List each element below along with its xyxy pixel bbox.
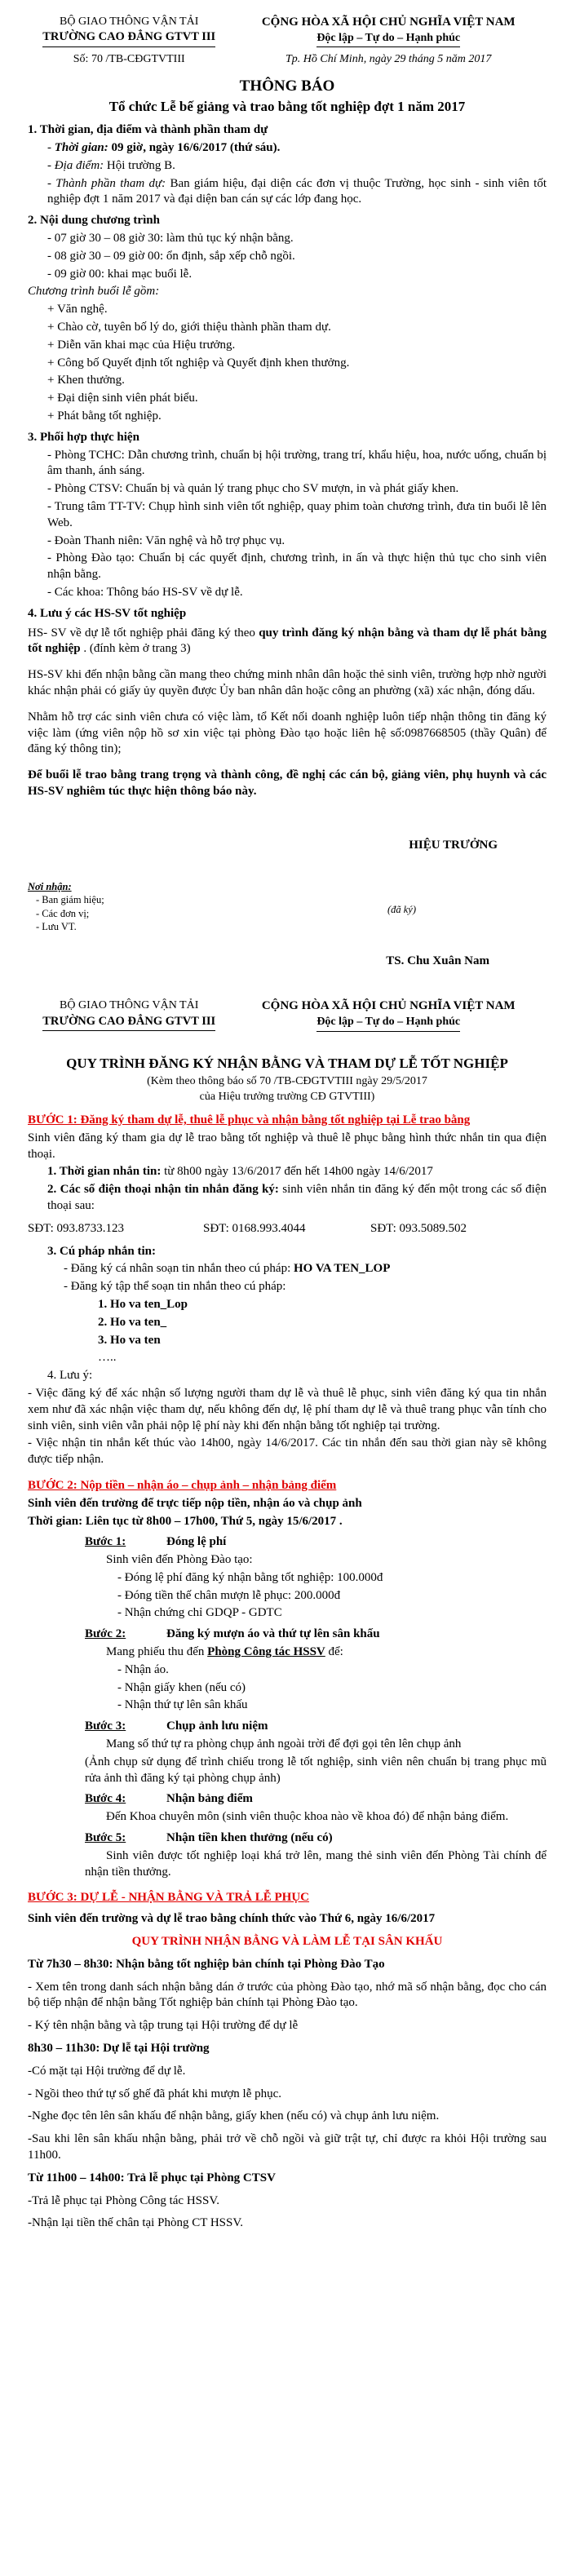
place-line: - Địa điểm: Hội trường B. xyxy=(47,158,175,172)
sms-time: 1. Thời gian nhắn tin: từ 8h00 ngày 13/6/2017 đến hết 14h00 ngày 14/6/2017 xyxy=(47,1165,433,1179)
group-line: 1. Ho va ten_Lop xyxy=(98,1297,188,1311)
step-2-heading: BƯỚC 2: Nộp tiền – nhận áo – chụp ảnh – nhận bảng điểm xyxy=(28,1478,337,1492)
note-item: - Việc đăng ký để xác nhận số lượng người tham dự lễ và thuê lễ phục, sinh viên đăng ký qua tin nhắn xem như đã xác nhận việc tham dự, nếu không đến dự, lệ phí tham dự lễ và thuê trang phục vẫn tính cho sinh viên, sinh viên vẫn phải nộp lệ phí này khi đến nhận bằng tốt nghiệp tại trường. xyxy=(28,1386,547,1432)
schedule-item: - 07 giờ 30 – 08 giờ 30: làm thủ tục ký nhận bằng. xyxy=(47,232,294,246)
program-item: + Chào cờ, tuyên bố lý do, giới thiệu thành phần tham dự. xyxy=(47,321,331,334)
job-support-note: Nhằm hỗ trợ các sinh viên chưa có việc làm, tổ Kết nối doanh nghiệp luôn tiếp nhận thông tin đăng ký việc làm (ứng viên nộp hồ sơ xin việc tại phòng Đào tạo hoặc liên hệ số:0987668505 (thầy Quân) để đăng ký thông tin); xyxy=(28,710,547,756)
transcript-note: Đến Khoa chuyên môn (sinh viên thuộc khoa nào về khoa đó) để nhận bảng điểm. xyxy=(106,1810,509,1824)
time-slot-1: Từ 7h30 – 8h30: Nhận bằng tốt nghiệp bản chính tại Phòng Đào Tạo xyxy=(28,1957,385,1971)
recipients-label: Nơi nhận: xyxy=(28,880,72,892)
duty-item: - Đoàn Thanh niên: Văn nghệ và hỗ trợ phục vụ. xyxy=(47,533,286,547)
individual-syntax: - Đăng ký cá nhân soạn tin nhắn theo cú pháp: HO VA TEN_LOP xyxy=(64,1262,391,1276)
time-line: - Thời gian: 09 giờ, ngày 16/6/2017 (thứ sáu). xyxy=(47,141,281,155)
schedule-item: - 08 giờ 30 – 09 giờ 00: ổn định, sắp xếp chỗ ngồi. xyxy=(47,249,295,263)
substep-3: Bước 3: Chụp ảnh lưu niệm xyxy=(85,1720,268,1733)
document-date: Tp. Hồ Chí Minh, ngày 29 tháng 5 năm 2017 xyxy=(286,53,492,66)
section-4-heading: 4. Lưu ý các HS-SV tốt nghiệp xyxy=(28,606,187,620)
id-note: HS-SV khi đến nhận bằng cần mang theo chứng minh nhân dân hoặc thẻ sinh viên, trường hợp nhờ người khác nhận phải có giấy ủy quyền được Ủy ban nhân dân hoặc công an phường (xã) xác nhận, đóng dấu. xyxy=(28,668,547,697)
program-label: Chương trình buổi lễ gồm: xyxy=(28,285,160,299)
recipient-item: - Ban giám hiệu; xyxy=(36,894,104,906)
notice-subtitle: Tổ chức Lễ bế giảng và trao bằng tốt nghiệp đợt 1 năm 2017 xyxy=(108,98,466,114)
section-2-heading: 2. Nội dung chương trình xyxy=(28,214,160,228)
ministry-name: BỘ GIAO THÔNG VẬN TẢI xyxy=(60,15,199,28)
section-3-heading: 3. Phối hợp thực hiện xyxy=(28,430,139,444)
slot-3-detail: -Trả lễ phục tại Phòng Công tác HSSV. xyxy=(28,2193,220,2207)
nation-block xyxy=(230,15,547,47)
slot-1-detail: - Ký tên nhận bằng và tập trung tại Hội trường để dự lễ xyxy=(28,2019,299,2033)
step-2-time: Thời gian: Liên tục từ 8h00 – 17h00, Thứ 5, ngày 15/6/2017 . xyxy=(28,1514,343,1528)
step-1-heading: BƯỚC 1: Đăng ký tham dự lễ, thuê lễ phục và nhận bằng tốt nghiệp tại Lễ trao bằng xyxy=(28,1113,471,1126)
ministry-name: BỘ GIAO THÔNG VẬN TẢI xyxy=(60,999,199,1012)
recipient-item: - Các đơn vị; xyxy=(36,907,90,919)
reward-note: Sinh viên được tốt nghiệp loại khá trở lên, mang thẻ sinh viên đến Phòng Tài chính để nhận tiền thưởng. xyxy=(85,1848,547,1879)
national-motto: Độc lập – Tự do – Hạnh phúc xyxy=(316,1015,460,1031)
attendees-line: - Thành phần tham dự: Ban giám hiệu, đại diện các đơn vị thuộc Trường, học sinh - sinh viên tốt nghiệp đợt 1 năm 2017 và đại diện ban cán sự các lớp đang học. xyxy=(47,176,547,206)
phone-number: SĐT: 093.8733.123 xyxy=(28,1221,125,1235)
fee-item: - Nhận chứng chỉ GDQP - GDTC xyxy=(117,1606,282,1620)
signed-note: (đã ký) xyxy=(387,903,416,915)
group-line: 2. Ho va ten_ xyxy=(98,1315,167,1329)
recipient-item: - Lưu VT. xyxy=(36,921,77,933)
letterhead-2 xyxy=(28,998,547,1031)
issuer-block xyxy=(28,998,230,1031)
time-slot-2: 8h30 – 11h30: Dự lễ tại Hội trường xyxy=(28,2042,210,2056)
fee-item: - Đóng lệ phí đăng ký nhận bằng tốt nghiệp: 100.000đ xyxy=(117,1570,383,1584)
program-item: + Văn nghệ. xyxy=(47,303,108,316)
duty-item: - Phòng TCHC: Dẫn chương trình, chuẩn bị hội trường, trang trí, khẩu hiệu, hoa, nước uống, chuẩn bị âm thanh, ánh sáng. xyxy=(47,448,547,478)
schedule-item: - 09 giờ 00: khai mạc buổi lễ. xyxy=(47,267,193,281)
step-1-intro: Sinh viên đăng ký tham gia dự lễ trao bằng tốt nghiệp và thuê lễ phục bằng hình thức nhắn tin qua điện thoại. xyxy=(28,1131,547,1161)
group-line: 3. Ho va ten xyxy=(98,1333,161,1347)
issuer-block xyxy=(28,15,230,47)
procedure-title: QUY TRÌNH ĐĂNG KÝ NHẬN BẰNG VÀ THAM DỰ LỄ TỐT NGHIỆP xyxy=(66,1055,508,1071)
program-item: + Phát bằng tốt nghiệp. xyxy=(47,409,162,423)
gown-item: - Nhận giấy khen (nếu có) xyxy=(117,1680,246,1694)
slot-2-detail: -Nghe đọc tên lên sân khấu để nhận bằng, giấy khen (nếu có) và chụp ảnh lưu niệm. xyxy=(28,2109,440,2123)
recipients-block xyxy=(28,880,547,934)
nation-name: CỘNG HÒA XÃ HỘI CHỦ NGHĨA VIỆT NAM xyxy=(261,999,516,1013)
slot-2-detail: - Ngồi theo thứ tự số ghế đã phát khi mượn lễ phục. xyxy=(28,2087,282,2100)
procedure-subtitle-2: của Hiệu trưởng trường CĐ GTVTIII) xyxy=(199,1090,375,1103)
signer-name: TS. Chu Xuân Nam xyxy=(386,954,489,967)
registration-note: HS- SV về dự lễ tốt nghiệp phải đăng ký theo quy trình đăng ký nhận bằng và tham dự lễ phát bằng tốt nghiệp . (đính kèm ở trang 3) xyxy=(28,626,547,656)
document-number: Số: 70 /TB-CĐGTVTIII xyxy=(73,53,185,66)
nation-name: CỘNG HÒA XÃ HỘI CHỦ NGHĨA VIỆT NAM xyxy=(261,15,516,29)
photo-note: Mang số thứ tự ra phòng chụp ảnh ngoài trời để đợi gọi tên lên chụp ảnh xyxy=(106,1737,462,1751)
duty-item: - Phòng Đào tạo: Chuẩn bị các quyết định, chương trình, in ấn và thực hiện thủ tục cho sinh viên nhận bằng. xyxy=(47,551,547,582)
step-3-intro: Sinh viên đến trường và dự lễ trao bằng chính thức vào Thứ 6, ngày 16/6/2017 xyxy=(28,1912,436,1926)
college-name: TRƯỜNG CAO ĐẲNG GTVT III xyxy=(42,1014,215,1031)
notice-title: THÔNG BÁO xyxy=(239,77,335,95)
slot-2-detail: -Có mặt tại Hội trường để dự lễ. xyxy=(28,2064,186,2078)
sms-numbers-intro: 2. Các số điện thoại nhận tin nhắn đăng ký: sinh viên nhắn tin đăng ký đến một trong các số điện thoại sau: xyxy=(47,1183,547,1212)
substep-4: Bước 4: Nhận bảng điểm xyxy=(85,1792,253,1806)
substep-1: Bước 1: Đóng lệ phí xyxy=(85,1535,227,1549)
note-item: - Việc nhận tin nhắn kết thúc vào 14h00, ngày 14/6/2017. Các tin nhắn đến sau thời gian này sẽ không được tiếp nhận. xyxy=(28,1436,547,1467)
section-1-heading: 1. Thời gian, địa điểm và thành phần tham dự xyxy=(28,123,268,137)
program-item: + Khen thưởng. xyxy=(47,374,125,387)
substep-5: Bước 5: Nhận tiền khen thưởng (nếu có) xyxy=(85,1831,333,1845)
nation-block xyxy=(230,998,547,1031)
closing-request: Để buổi lễ trao bằng trang trọng và thành công, đề nghị các cán bộ, giảng viên, phụ huynh và các HS-SV nghiêm túc thực hiện thông báo này. xyxy=(28,768,547,798)
duty-item: - Các khoa: Thông báo HS-SV về dự lễ. xyxy=(47,585,243,599)
duty-item: - Phòng CTSV: Chuẩn bị và quản lý trang phục cho SV mượn, in và phát giấy khen. xyxy=(47,482,459,496)
fee-intro: Sinh viên đến Phòng Đào tạo: xyxy=(106,1553,253,1567)
procedure-subtitle: (Kèm theo thông báo số 70 /TB-CĐGTVTIII ngày 29/5/2017 xyxy=(147,1075,427,1088)
reference-line xyxy=(28,52,547,67)
step-3-heading: BƯỚC 3: DỰ LỄ - NHẬN BẰNG VÀ TRẢ LỄ PHỤC xyxy=(28,1891,310,1905)
group-syntax: - Đăng ký tập thể soạn tin nhắn theo cú pháp: xyxy=(64,1280,286,1294)
national-motto: Độc lập – Tự do – Hạnh phúc xyxy=(316,31,460,47)
syntax-label: 3. Cú pháp nhắn tin: xyxy=(47,1244,156,1258)
phone-list xyxy=(28,1221,547,1237)
phone-number: SĐT: 0168.993.4044 xyxy=(203,1221,306,1235)
gown-item: - Nhận thứ tự lên sân khấu xyxy=(117,1698,248,1712)
notes-label: 4. Lưu ý: xyxy=(47,1369,93,1383)
slot-1-detail: - Xem tên trong danh sách nhận bằng dán ở trước của phòng Đào tạo, nhớ mã số nhận bằng, đọc cho cán bộ tiếp nhận để nhận bằng Tốt nghiệp bản chính tại Phòng Đào tạo. xyxy=(28,1980,547,2010)
signatory-title: HIỆU TRƯỞNG xyxy=(409,838,498,852)
time-slot-3: Từ 11h00 – 14h00: Trả lễ phục tại Phòng CTSV xyxy=(28,2171,276,2184)
photo-note-detail: (Ảnh chụp sử dụng để trình chiếu trong lễ tốt nghiệp, sinh viên nên chuẩn bị trang phục mũ rửa ảnh thì đăng ký tại phòng chụp ảnh) xyxy=(85,1755,547,1785)
duty-item: - Trung tâm TT-TV: Chụp hình sinh viên tốt nghiệp, quay phim toàn chương trình, đưa tin buổi lễ lên Web. xyxy=(47,499,547,529)
letterhead xyxy=(28,15,547,47)
program-item: + Diễn văn khai mạc của Hiệu trưởng. xyxy=(47,338,236,352)
slot-3-detail: -Nhận lại tiền thế chân tại Phòng CT HSSV. xyxy=(28,2216,244,2230)
step-2-intro: Sinh viên đến trường để trực tiếp nộp tiền, nhận áo và chụp ảnh xyxy=(28,1496,362,1510)
college-name: TRƯỜNG CAO ĐẲNG GTVT III xyxy=(42,29,215,46)
slot-2-detail: -Sau khi lên sân khấu nhận bằng, phải trở về chỗ ngồi và giữ trật tự, chỉ được ra khỏi Hội trường sau 11h00. xyxy=(28,2132,547,2162)
phone-number: SĐT: 093.5089.502 xyxy=(370,1221,467,1235)
program-item: + Công bố Quyết định tốt nghiệp và Quyết định khen thưởng. xyxy=(47,356,350,370)
fee-item: - Đóng tiền thế chân mượn lễ phục: 200.000đ xyxy=(117,1588,341,1602)
group-line: ….. xyxy=(98,1351,117,1365)
program-item: + Đại diện sinh viên phát biểu. xyxy=(47,392,198,405)
gown-intro: Mang phiếu thu đến Phòng Công tác HSSV để: xyxy=(106,1645,343,1659)
substep-2: Bước 2: Đăng ký mượn áo và thứ tự lên sân khấu xyxy=(85,1627,380,1641)
gown-item: - Nhận áo. xyxy=(117,1662,169,1676)
stage-procedure-title: QUY TRÌNH NHẬN BẰNG VÀ LÀM LỄ TẠI SÂN KHẤU xyxy=(131,1935,443,1949)
